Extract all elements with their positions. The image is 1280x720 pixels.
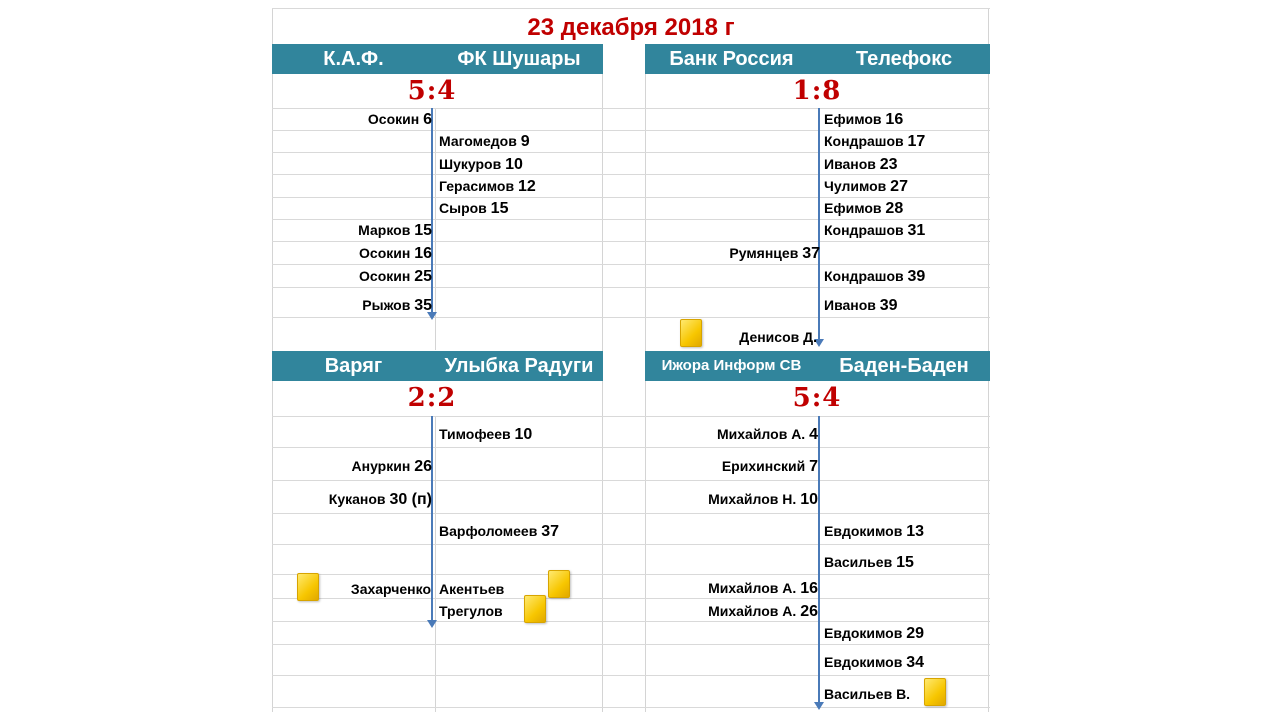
goal-minute: 26 (800, 603, 818, 620)
grid-line (272, 8, 990, 9)
away-team-name: Улыбка Радуги (444, 355, 594, 377)
home-team-name: Варяг (324, 355, 383, 377)
away-team-name: Баден-Баден (839, 355, 969, 377)
goal-event (824, 154, 898, 175)
yellow-card-icon (524, 595, 546, 623)
grid-line (272, 621, 990, 622)
player-name: Куканов (328, 491, 386, 507)
grid-line (272, 287, 990, 288)
goal-event (358, 220, 432, 241)
player-name: Марков (358, 222, 411, 238)
grid-line (272, 513, 990, 514)
player-name: Тимофеев (439, 426, 511, 442)
match-results-sheet (272, 8, 990, 712)
goal-event (439, 131, 530, 152)
goal-event (824, 652, 924, 673)
timeline-arrow (431, 416, 433, 622)
player-name: Осокин (359, 268, 411, 284)
match-header (272, 351, 603, 381)
grid-line (272, 241, 990, 242)
goal-event (729, 243, 820, 264)
grid-line (272, 574, 990, 575)
goal-minute: 30 (п) (389, 491, 432, 508)
player-name: Рыжов (362, 297, 411, 313)
match-score: 2:2 (407, 383, 457, 413)
grid-line (272, 447, 990, 448)
player-name: Денисов Д. (739, 329, 817, 345)
away-team-name: Телефокс (855, 48, 953, 70)
goal-minute: 23 (879, 156, 898, 173)
goal-minute: 15 (896, 554, 914, 571)
player-name: Ефимов (824, 200, 882, 216)
grid-line (272, 707, 990, 708)
player-name: Варфоломеев (439, 523, 538, 539)
goal-event (352, 456, 432, 477)
goal-event (824, 109, 903, 130)
match-score: 5:4 (792, 383, 842, 413)
goal-event (824, 295, 898, 316)
goal-event (439, 198, 508, 219)
goal-minute: 10 (505, 156, 523, 173)
home-team-name: Банк Россия (669, 48, 794, 70)
goal-minute: 31 (907, 222, 926, 239)
player-name: Сыров (439, 200, 487, 216)
goal-event (824, 552, 914, 573)
goal-minute: 16 (414, 245, 432, 262)
goal-minute: 13 (906, 523, 925, 540)
goal-minute: 10 (800, 491, 818, 508)
timeline-arrow (818, 416, 820, 704)
player-name: Кондрашов (824, 222, 904, 238)
grid-line (272, 544, 990, 545)
goal-minute: 35 (414, 297, 432, 314)
goal-event (824, 220, 925, 241)
goal-minute: 37 (541, 523, 560, 540)
player-name: Евдокимов (824, 625, 903, 641)
card-event (439, 579, 504, 599)
player-name: Михайлов А. (716, 426, 806, 442)
goal-minute: 34 (906, 654, 925, 671)
yellow-card-icon (297, 573, 319, 601)
card-event (351, 579, 431, 599)
goal-event (824, 266, 925, 287)
goal-minute: 25 (414, 268, 432, 285)
match-header (645, 44, 990, 74)
goal-event (824, 521, 924, 542)
match-header (645, 351, 990, 381)
home-team-name: К.А.Ф. (323, 48, 384, 70)
player-name: Кондрашов (824, 268, 904, 284)
grid-line (272, 644, 990, 645)
match-score: 1:8 (792, 76, 842, 106)
goal-minute: 28 (885, 200, 904, 217)
goal-event (329, 489, 432, 510)
timeline-arrow (818, 108, 820, 341)
goal-event (359, 243, 432, 264)
goal-event (708, 601, 818, 622)
goal-minute: 37 (802, 245, 820, 262)
goal-event (708, 489, 818, 510)
player-name: Герасимов (439, 178, 515, 194)
goal-event (368, 109, 432, 130)
goal-event (824, 623, 924, 644)
goal-event (824, 198, 903, 219)
player-name: Михайлов А. (708, 580, 797, 596)
grid-line (272, 416, 990, 417)
yellow-card-icon (924, 678, 946, 706)
goal-event (439, 154, 523, 175)
player-name: Васильев В. (824, 686, 911, 702)
goal-minute: 10 (514, 426, 533, 443)
player-name: Евдокимов (824, 654, 903, 670)
match-score: 5:4 (407, 76, 457, 106)
goal-event (708, 578, 818, 599)
grid-line (272, 317, 990, 318)
grid-line (435, 416, 436, 712)
card-event (824, 684, 910, 704)
goal-event (439, 176, 536, 197)
grid-line (272, 675, 990, 676)
player-name: Иванов (824, 297, 876, 313)
away-team-name: ФК Шушары (457, 48, 581, 70)
goal-minute: 27 (890, 178, 908, 195)
goal-event (359, 266, 432, 287)
player-name: Осокин (359, 245, 411, 261)
goal-minute: 6 (423, 111, 432, 128)
goal-minute: 26 (414, 458, 432, 475)
yellow-card-icon (680, 319, 702, 347)
player-name: Шукуров (439, 156, 502, 172)
grid-line (272, 264, 990, 265)
player-name: Чулимов (824, 178, 887, 194)
player-name: Ефимов (824, 111, 882, 127)
goal-minute: 7 (809, 458, 818, 475)
goal-minute: 39 (879, 297, 898, 314)
goal-event (824, 176, 908, 197)
player-name: Осокин (367, 111, 420, 127)
player-name: Иванов (824, 156, 876, 172)
goal-minute: 16 (885, 111, 904, 128)
goal-minute: 29 (906, 625, 925, 642)
card-event (439, 601, 503, 621)
goal-event (717, 424, 818, 445)
player-name: Акентьев (439, 581, 505, 597)
player-name: Ерихинский (721, 458, 806, 474)
player-name: Румянцев (729, 245, 799, 261)
grid-line (272, 152, 990, 153)
goal-event (722, 456, 818, 477)
player-name: Михайлов А. (708, 603, 797, 619)
goal-minute: 39 (907, 268, 926, 285)
page-title: 23 декабря 2018 г (527, 14, 735, 41)
player-name: Васильев (824, 554, 893, 570)
player-name: Евдокимов (824, 523, 903, 539)
player-name: Трегулов (439, 603, 503, 619)
home-team-name: Ижора Информ СВ (661, 357, 802, 374)
goal-event (362, 295, 432, 316)
goal-minute: 15 (414, 222, 432, 239)
card-event (739, 327, 817, 347)
goal-event (439, 521, 559, 542)
match-header (272, 44, 603, 74)
player-name: Кондрашов (824, 133, 904, 149)
player-name: Михайлов Н. (708, 491, 797, 507)
goal-minute: 9 (520, 133, 530, 150)
goal-minute: 17 (907, 133, 926, 150)
goal-minute: 4 (809, 426, 818, 443)
goal-minute: 16 (800, 580, 818, 597)
player-name: Захарченко (350, 581, 431, 597)
yellow-card-icon (548, 570, 570, 598)
grid-line (272, 480, 990, 481)
goal-event (824, 131, 925, 152)
goal-minute: 12 (517, 178, 536, 195)
goal-minute: 15 (490, 200, 509, 217)
player-name: Магомедов (439, 133, 517, 149)
goal-event (439, 424, 532, 445)
player-name: Ануркин (351, 458, 411, 474)
